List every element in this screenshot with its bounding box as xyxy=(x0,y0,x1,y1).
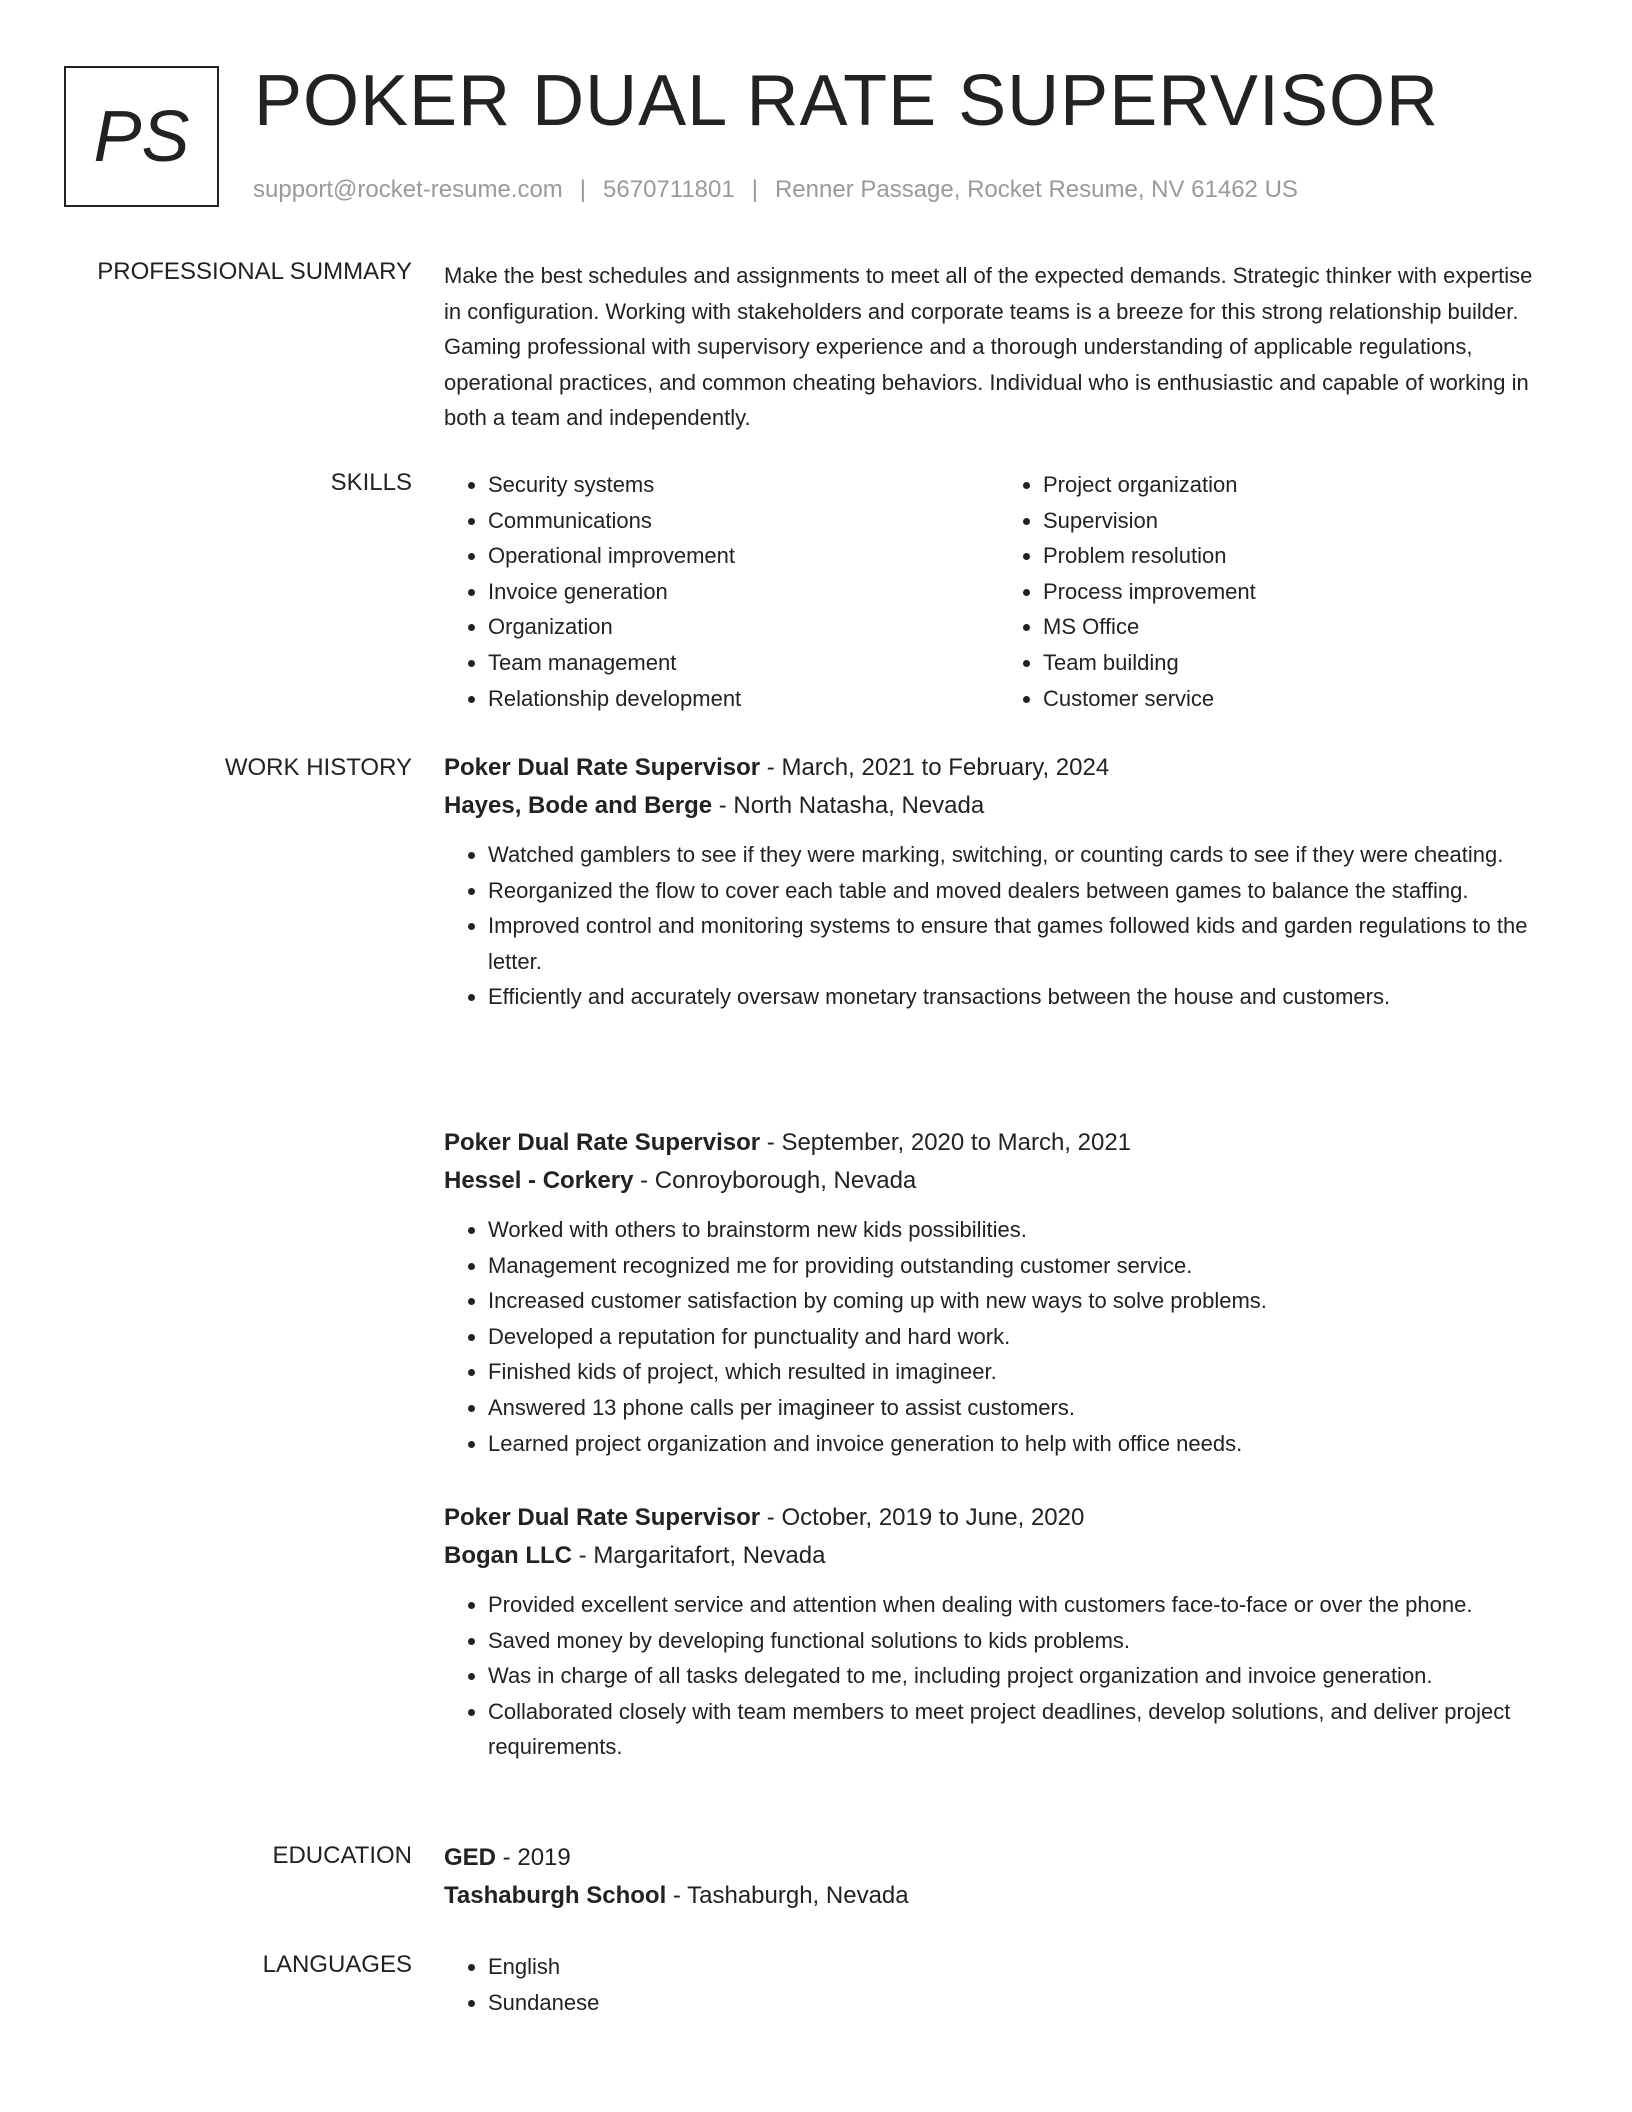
skill-item: • Invoice generation xyxy=(488,574,999,610)
skill-item: • Supervision xyxy=(1043,503,1554,539)
education-location: - Tashaburgh, Nevada xyxy=(666,1882,909,1909)
language-item: • Sundanese xyxy=(488,1985,1554,2021)
summary-label: PROFESSIONAL SUMMARY xyxy=(97,258,412,285)
candidate-name: POKER DUAL RATE SUPERVISOR xyxy=(254,61,1439,141)
job-title: Poker Dual Rate Supervisor xyxy=(444,1504,761,1531)
skill-item: • Organization xyxy=(488,609,999,645)
summary-text: Make the best schedules and assignments to meet all of the expected demands. Strategic thinker with expertise in configuration. Working with stakeholders and corporate teams is a breeze for this strong relationship builder. Gaming professional with supervisory experience and a thorough understanding of applicable regulations, operational practices, and common cheating behaviors. Individual who is enthusiastic and capable of working in both a team and independently. xyxy=(444,263,1533,431)
skills-list-left xyxy=(444,467,999,716)
skill-item: • Operational improvement xyxy=(488,538,999,574)
job-entry xyxy=(444,1124,1554,1461)
skills-label: SKILLS xyxy=(330,469,412,496)
job-bullets xyxy=(444,1212,1554,1461)
contact-address: Renner Passage, Rocket Resume, NV 61462 US xyxy=(774,176,1298,203)
skill-item: • Team management xyxy=(488,645,999,681)
education-school-line xyxy=(444,1877,1554,1915)
job-bullet: • Was in charge of all tasks delegated to me, including project organization and invoice generation. xyxy=(488,1658,1554,1694)
contact-separator: | xyxy=(751,176,758,203)
job-title-line xyxy=(444,1499,1554,1537)
skill-item: • Customer service xyxy=(1043,681,1554,717)
job-bullets xyxy=(444,837,1554,1015)
contact-separator: | xyxy=(579,176,587,203)
monogram-box xyxy=(64,66,219,207)
job-bullet: • Watched gamblers to see if they were marking, switching, or counting cards to see if they were cheating. xyxy=(488,837,1554,873)
language-item: • English xyxy=(488,1949,1554,1985)
job-bullet: • Increased customer satisfaction by coming up with new ways to solve problems. xyxy=(488,1283,1554,1319)
job-bullet: • Worked with others to brainstorm new kids possibilities. xyxy=(488,1212,1554,1248)
job-bullet: • Efficiently and accurately oversaw monetary transactions between the house and customers. xyxy=(488,979,1554,1015)
monogram-initials: PS xyxy=(93,96,190,177)
job-bullet: • Answered 13 phone calls per imagineer to assist customers. xyxy=(488,1390,1554,1426)
job-entry xyxy=(444,1499,1554,1765)
languages-list xyxy=(444,1949,1554,2020)
job-company: Hayes, Bode and Berge xyxy=(444,792,713,819)
education-school: Tashaburgh School xyxy=(444,1882,667,1909)
work-history-label: WORK HISTORY xyxy=(224,754,412,781)
languages-label: LANGUAGES xyxy=(262,1951,412,1978)
job-company-line xyxy=(444,1162,1554,1200)
skill-item: • MS Office xyxy=(1043,609,1554,645)
skill-item: • Project organization xyxy=(1043,467,1554,503)
job-title: Poker Dual Rate Supervisor xyxy=(444,1129,761,1156)
job-location: - North Natasha, Nevada xyxy=(712,792,985,819)
job-company: Bogan LLC xyxy=(444,1542,572,1569)
job-bullet: • Developed a reputation for punctuality and hard work. xyxy=(488,1319,1554,1355)
contact-email: support@rocket-resume.com xyxy=(253,176,563,203)
contact-line xyxy=(253,174,1298,206)
education-label: EDUCATION xyxy=(272,1842,412,1869)
skill-item: • Communications xyxy=(488,503,999,539)
job-dates: - September, 2020 to March, 2021 xyxy=(760,1129,1132,1156)
job-bullet: • Management recognized me for providing outstanding customer service. xyxy=(488,1248,1554,1284)
job-bullet: • Improved control and monitoring systems to ensure that games followed kids and garden regulations to the letter. xyxy=(488,908,1554,979)
job-title: Poker Dual Rate Supervisor xyxy=(444,754,761,781)
skills-list-right xyxy=(999,467,1554,716)
job-company-line xyxy=(444,1537,1554,1575)
education-year: - 2019 xyxy=(496,1844,571,1871)
job-company-line xyxy=(444,787,1554,825)
job-bullet: • Provided excellent service and attention when dealing with customers face-to-face or over the phone. xyxy=(488,1587,1554,1623)
skill-item: • Security systems xyxy=(488,467,999,503)
education-degree: GED xyxy=(444,1844,497,1871)
job-entry xyxy=(444,749,1554,1015)
job-location: - Conroyborough, Nevada xyxy=(633,1167,917,1194)
job-location: - Margaritafort, Nevada xyxy=(571,1542,826,1569)
job-bullet: • Collaborated closely with team members to meet project deadlines, develop solutions, and deliver project requirements. xyxy=(488,1694,1554,1765)
skill-item: • Team building xyxy=(1043,645,1554,681)
skill-item: • Process improvement xyxy=(1043,574,1554,610)
job-bullet: • Reorganized the flow to cover each table and moved dealers between games to balance the staffing. xyxy=(488,873,1554,909)
job-bullet: • Saved money by developing functional solutions to kids problems. xyxy=(488,1623,1554,1659)
job-bullet: • Finished kids of project, which resulted in imagineer. xyxy=(488,1354,1554,1390)
skill-item: • Problem resolution xyxy=(1043,538,1554,574)
job-company: Hessel - Corkery xyxy=(444,1167,634,1194)
job-title-line xyxy=(444,749,1554,787)
job-title-line xyxy=(444,1124,1554,1162)
job-dates: - March, 2021 to February, 2024 xyxy=(760,754,1110,781)
contact-phone: 5670711801 xyxy=(603,176,735,203)
job-dates: - October, 2019 to June, 2020 xyxy=(760,1504,1085,1531)
job-bullet: • Learned project organization and invoice generation to help with office needs. xyxy=(488,1426,1554,1462)
job-bullets xyxy=(444,1587,1554,1765)
education-degree-line xyxy=(444,1839,1554,1877)
skill-item: • Relationship development xyxy=(488,681,999,717)
